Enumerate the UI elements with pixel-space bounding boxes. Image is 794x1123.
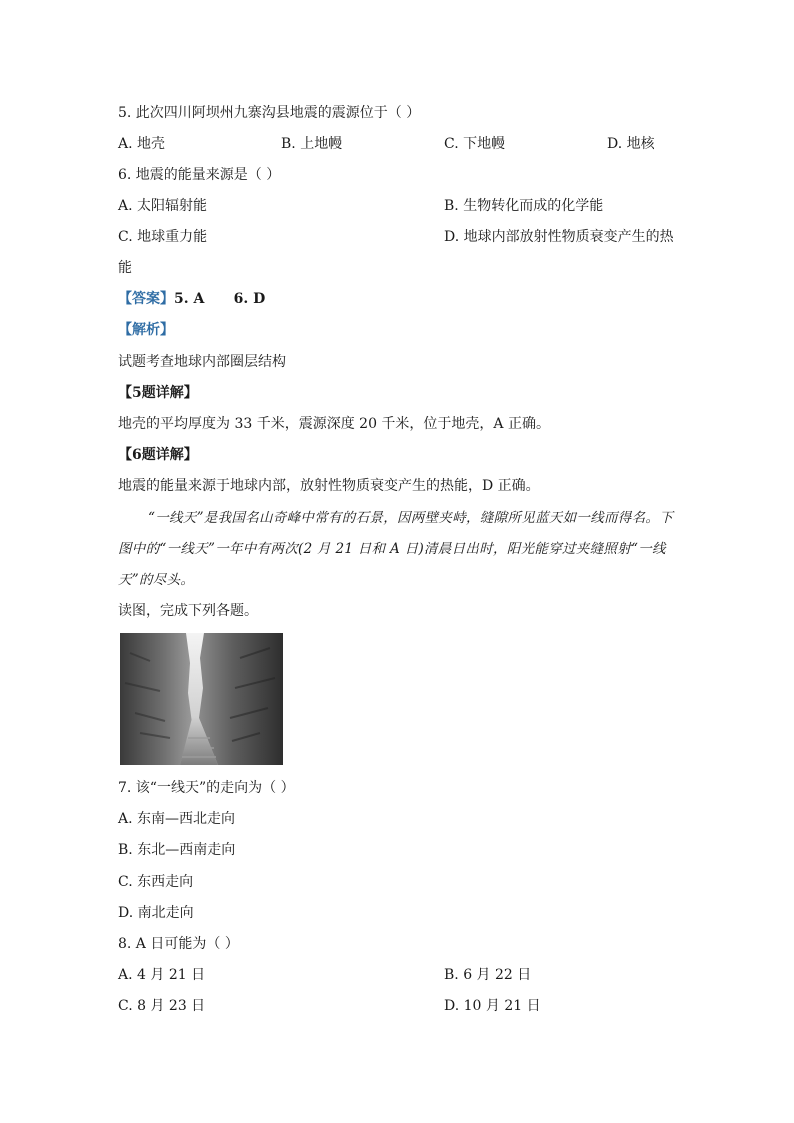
detail6-text: 地震的能量来源于地球内部，放射性物质衰变产生的热能，D 正确。 [118, 478, 540, 494]
q6-stem: 6. 地震的能量来源是（ ） [118, 167, 281, 183]
intro-line-3: 天”的尽头。 [118, 572, 195, 588]
detail5-text: 地壳的平均厚度为 33 千米，震源深度 20 千米，位于地壳，A 正确。 [118, 416, 550, 432]
read-prompt: 读图，完成下列各题。 [118, 603, 258, 619]
q5-option-d: D. 地核 [607, 136, 655, 152]
answer-line [118, 289, 265, 309]
q6-option-b: B. 生物转化而成的化学能 [444, 198, 604, 214]
q8-option-a: A. 4 月 21 日 [118, 967, 206, 983]
answer-value: 5. A 6. D [174, 291, 266, 307]
q6-option-c: C. 地球重力能 [118, 229, 208, 245]
q5-stem: 5. 此次四川阿坝州九寨沟县地震的震源位于（ ） [118, 105, 421, 121]
q7-option-a: A. 东南—西北走向 [118, 811, 236, 827]
analysis-text: 试题考查地球内部圈层结构 [118, 354, 286, 370]
q5-option-c: C. 下地幔 [444, 136, 506, 152]
q5-option-b: B. 上地幔 [281, 136, 343, 152]
gorge-photo [120, 633, 283, 765]
answer-label: 【答案】 [118, 291, 174, 307]
intro-line-1: “一线天”是我国名山奇峰中常有的石景，因两壁夹峙，缝隙所见蓝天如一线而得名。下 [148, 510, 674, 526]
q8-option-c: C. 8 月 23 日 [118, 998, 206, 1014]
q7-option-c: C. 东西走向 [118, 874, 194, 890]
q6-option-a: A. 太阳辐射能 [118, 198, 208, 214]
q7-option-b: B. 东北—西南走向 [118, 842, 236, 858]
detail5-label: 【5题详解】 [118, 385, 198, 401]
q8-option-b: B. 6 月 22 日 [444, 967, 532, 983]
q8-option-d: D. 10 月 21 日 [444, 998, 541, 1014]
intro-line-2: 图中的“一线天”一年中有两次(2 月 21 日和 A 日)清晨日出时，阳光能穿过夹缝照射“一线 [118, 541, 666, 557]
q5-option-a: A. 地壳 [118, 136, 166, 152]
q6-option-d-continued: 能 [118, 260, 132, 276]
q8-stem: 8. A 日可能为（ ） [118, 936, 239, 952]
q6-option-d: D. 地球内部放射性物质衰变产生的热 [444, 229, 674, 245]
q7-option-d: D. 南北走向 [118, 905, 194, 921]
analysis-label: 【解析】 [118, 322, 174, 338]
q7-stem: 7. 该“一线天”的走向为（ ） [118, 780, 295, 796]
detail6-label: 【6题详解】 [118, 447, 198, 463]
